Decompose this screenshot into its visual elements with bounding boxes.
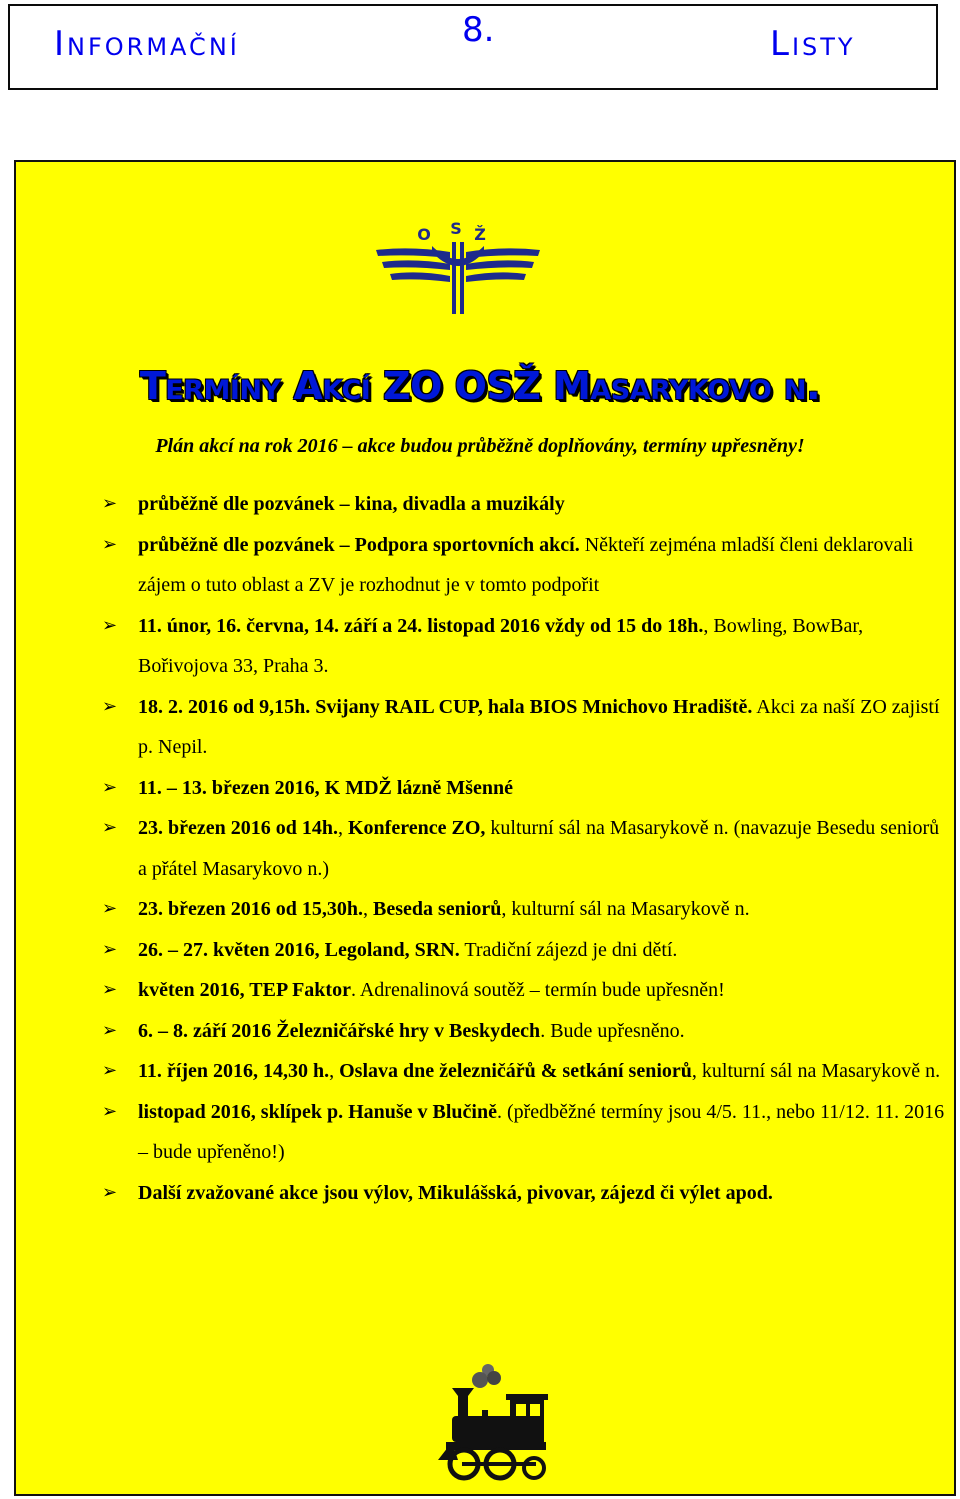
- list-item: ➢ listopad 2016, sklípek p. Hanuše v Blučině. (předběžné termíny jsou 4/5. 11., nebo 11/12. 11. 2016 – bude upřeněno!): [98, 1092, 948, 1173]
- arrowhead-bullet-icon: ➢: [102, 493, 118, 514]
- list-item: ➢ 26. – 27. květen 2016, Legoland, SRN. Tradiční zájezd je dni dětí.: [98, 930, 948, 971]
- arrowhead-bullet-icon: ➢: [102, 695, 118, 717]
- list-item: ➢ průběžně dle pozvánek – kina, divadla a muzikály: [98, 484, 948, 525]
- svg-text:O: O: [417, 225, 431, 244]
- arrowhead-bullet-icon: ➢: [102, 1181, 118, 1203]
- header-box: [8, 4, 938, 90]
- arrowhead-bullet-icon: ➢: [102, 533, 118, 555]
- list-item: ➢ 11. – 13. březen 2016, K MDŽ lázně Mšenné: [98, 768, 948, 809]
- page-title: Termíny Akcí ZO OSŽ Masarykovo n.: [139, 364, 821, 408]
- arrowhead-bullet-icon: ➢: [102, 614, 118, 636]
- arrowhead-bullet-icon: ➢: [102, 1019, 118, 1041]
- events-list: [98, 484, 948, 1213]
- arrowhead-bullet-icon: ➢: [102, 776, 118, 798]
- list-item: ➢ Další zvažované akce jsou výlov, Mikulášská, pivovar, zájezd či výlet apod.: [98, 1173, 948, 1214]
- arrowhead-bullet-icon: ➢: [102, 898, 118, 919]
- steam-locomotive-icon: [418, 1360, 558, 1485]
- arrowhead-bullet-icon: ➢: [102, 979, 118, 1000]
- list-item: ➢ 23. březen 2016 od 14h., Konference ZO, kulturní sál na Masarykově n. (navazuje Besedu seniorů a přátel Masarykovo n.): [98, 808, 948, 889]
- page-subtitle: Plán akcí na rok 2016 – akce budou průběžně doplňovány, termíny upřesněny!: [155, 435, 805, 457]
- list-item: ➢ 11. říjen 2016, 14,30 h., Oslava dne železničářů & setkání seniorů, kulturní sál na Masarykově n.: [98, 1051, 948, 1092]
- arrowhead-bullet-icon: ➢: [102, 1100, 118, 1122]
- arrowhead-bullet-icon: ➢: [102, 1060, 118, 1081]
- arrowhead-bullet-icon: ➢: [102, 817, 118, 838]
- list-item: ➢ květen 2016, TEP Faktor. Adrenalinová soutěž – termín bude upřesněn!: [98, 970, 948, 1011]
- issue-number: 8.: [462, 10, 495, 50]
- list-item: ➢ 6. – 8. září 2016 Železničářské hry v Beskydech. Bude upřesněno.: [98, 1011, 948, 1052]
- svg-text:Ž: Ž: [474, 225, 486, 244]
- list-item: ➢ průběžně dle pozvánek – Podpora sportovních akcí. Někteří zejména mladší členi deklarovali zájem o tuto oblast a ZV je rozhodnut je v tomto podpořit: [98, 525, 948, 606]
- list-item: ➢ 23. březen 2016 od 15,30h., Beseda seniorů, kulturní sál na Masarykově n.: [98, 889, 948, 930]
- header-left-word: Informační: [54, 24, 240, 64]
- osz-winged-logo-icon: [372, 218, 544, 318]
- header-right-word: Listy: [770, 24, 856, 64]
- list-item: ➢ 11. únor, 16. června, 14. září a 24. listopad 2016 vždy od 15 do 18h., Bowling, BowBar, Bořivojova 33, Praha 3.: [98, 606, 948, 687]
- svg-text:S: S: [450, 219, 462, 238]
- list-item: ➢ 18. 2. 2016 od 9,15h. Svijany RAIL CUP, hala BIOS Mnichovo Hradiště. Akci za naší ZO zajistí p. Nepil.: [98, 687, 948, 768]
- arrowhead-bullet-icon: ➢: [102, 938, 118, 960]
